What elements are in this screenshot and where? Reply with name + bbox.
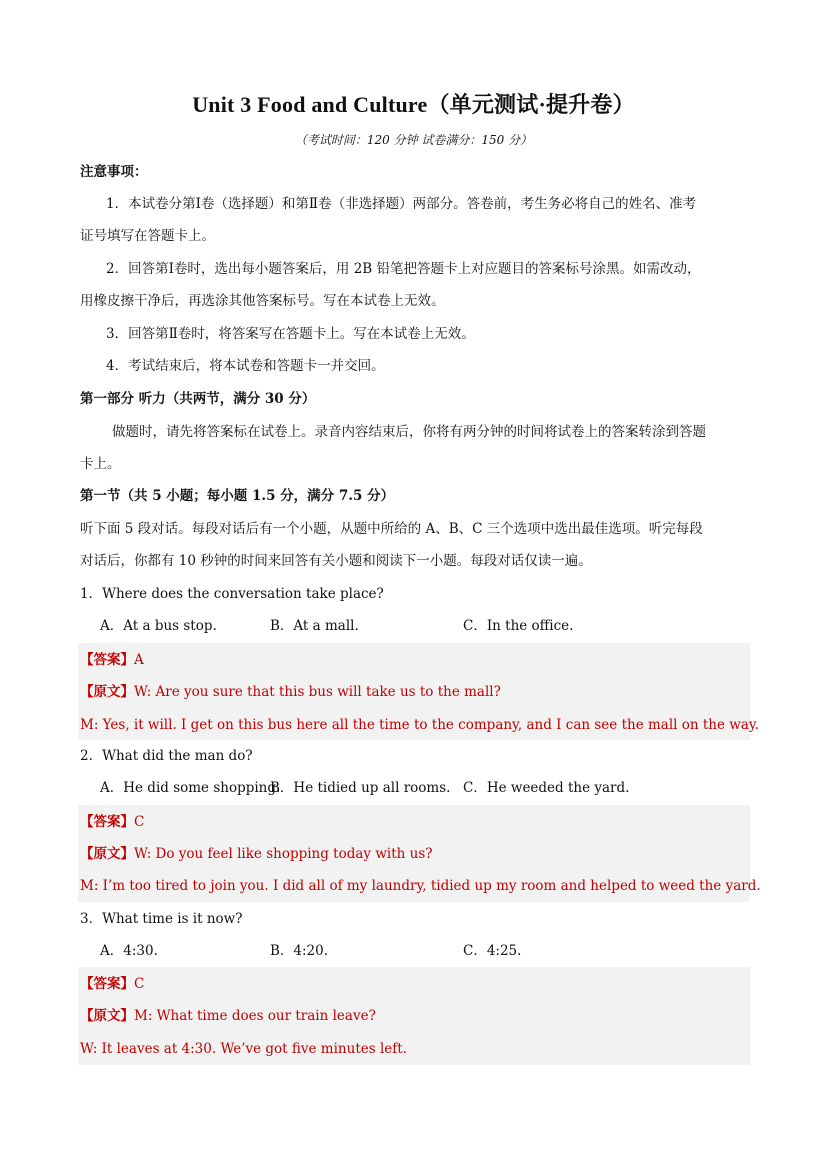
answer-value: A <box>134 652 144 668</box>
transcript-label: 【原文】 <box>80 684 134 700</box>
question-1-answer-block <box>78 643 759 740</box>
transcript-line: W: Do you feel like shopping today with us? <box>134 846 433 862</box>
answer-label: 【答案】 <box>80 976 134 992</box>
question-2-option-c: C．He weeded the yard. <box>463 780 630 796</box>
answer-value: C <box>134 976 145 992</box>
question-1-option-c: C．In the office. <box>463 618 574 634</box>
answer-label: 【答案】 <box>80 652 134 668</box>
notice-heading: 注意事项： <box>80 164 148 180</box>
transcript-line: M: What time does our train leave? <box>134 1008 376 1024</box>
notice-item-1: 1．本试卷分第Ⅰ卷（选择题）和第Ⅱ卷（非选择题）两部分。答卷前，考生务必将自己的姓名、准考 <box>106 196 697 212</box>
notice-item-3: 3．回答第Ⅱ卷时，将答案写在答题卡上。写在本试卷上无效。 <box>106 326 475 342</box>
question-3-option-c: C．4:25. <box>463 943 522 959</box>
question-3-stem: 3．What time is it now? <box>80 911 243 927</box>
question-1-option-a: A．At a bus stop. <box>100 618 217 634</box>
question-3-answer <box>80 974 748 994</box>
transcript-line: M: Yes, it will. I get on this bus here all the time to the company, and I can see the mall on the way. <box>80 717 759 733</box>
answer-value: C <box>134 814 145 830</box>
question-2-stem: 2．What did the man do? <box>80 748 253 764</box>
answer-label: 【答案】 <box>80 814 134 830</box>
page-title: Unit 3 Food and Culture（单元测试·提升卷） <box>192 92 635 117</box>
transcript-line: W: It leaves at 4:30. We’ve got five minutes left. <box>80 1041 407 1057</box>
transcript-line: M: I’m too tired to join you. I did all of my laundry, tidied up my room and helped to weed the yard. <box>80 878 761 894</box>
question-2-answer-block <box>78 805 761 902</box>
question-3-transcript <box>80 1006 748 1026</box>
section1-instructions: 听下面 5 段对话。每段对话后有一个小题，从题中所给的 A、B、C 三个选项中选出最佳选项。听完每段 <box>80 521 703 537</box>
question-3-option-a: A．4:30. <box>100 943 158 959</box>
question-2-option-b: B．He tidied up all rooms. <box>270 780 451 796</box>
question-2-answer <box>80 812 748 832</box>
question-1-option-b: B．At a mall. <box>270 618 359 634</box>
notice-item-2: 2．回答第Ⅰ卷时，选出每小题答案后，用 2B 铅笔把答题卡上对应题目的答案标号涂黑。如需改动， <box>106 261 701 277</box>
exam-info: （考试时间：120 分钟 试卷满分：150 分） <box>294 133 533 147</box>
transcript-label: 【原文】 <box>80 1008 134 1024</box>
transcript-label: 【原文】 <box>80 846 134 862</box>
part1-intro: 做题时，请先将答案标在试卷上。录音内容结束后，你将有两分钟的时间将试卷上的答案转涂到答题 <box>112 424 706 440</box>
part1-intro-cont: 卡上。 <box>80 456 121 472</box>
question-2-option-a: A．He did some shopping. <box>100 780 281 796</box>
part1-heading: 第一部分 听力（共两节，满分 30 分） <box>80 391 316 407</box>
question-1-transcript <box>80 682 748 702</box>
question-2-transcript <box>80 844 748 864</box>
question-1-answer <box>80 650 748 670</box>
notice-item-4: 4．考试结束后，将本试卷和答题卡一并交回。 <box>106 358 385 374</box>
question-3-option-b: B．4:20. <box>270 943 329 959</box>
section1-heading: 第一节（共 5 小题；每小题 1.5 分，满分 7.5 分） <box>80 488 395 504</box>
notice-item-1-cont: 证号填写在答题卡上。 <box>80 228 215 244</box>
question-1-stem: 1．Where does the conversation take place? <box>80 586 384 602</box>
transcript-line: W: Are you sure that this bus will take us to the mall? <box>134 684 501 700</box>
notice-item-2-cont: 用橡皮擦干净后，再选涂其他答案标号。写在本试卷上无效。 <box>80 293 445 309</box>
section1-instructions-cont: 对话后，你都有 10 秒钟的时间来回答有关小题和阅读下一小题。每段对话仅读一遍。 <box>80 553 592 569</box>
question-3-answer-block <box>78 967 750 1065</box>
